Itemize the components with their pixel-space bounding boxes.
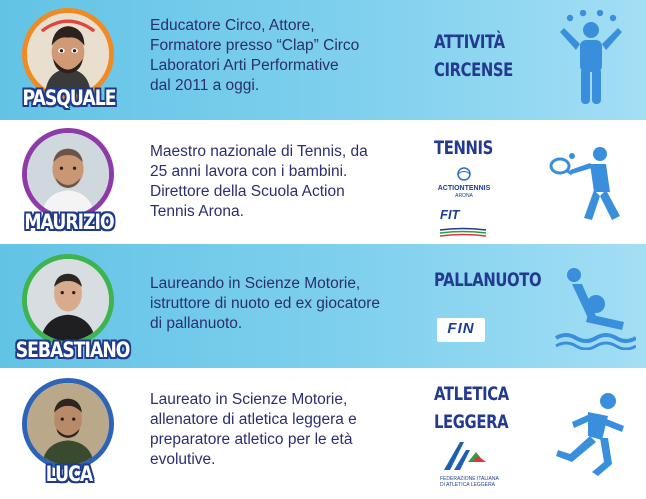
- description-line: dal 2011 a oggi.: [150, 77, 260, 94]
- fidal-text: FEDERAZIONE ITALIANA: [440, 476, 499, 482]
- portrait-sebastiano: [27, 259, 109, 341]
- coach-row-luca: [0, 368, 646, 499]
- avatar-sebastiano: [22, 254, 114, 346]
- portrait-pasquale: [27, 13, 109, 95]
- fit-stripes: [440, 227, 486, 237]
- fidal-emblem: [440, 438, 488, 472]
- actiontennis-sub: ARONA: [455, 193, 473, 199]
- runner-icon: [552, 392, 632, 476]
- description-line: Laureando in Scienze Motorie,: [150, 275, 361, 292]
- actiontennis-text: ACTIONTENNIS: [437, 185, 491, 192]
- coach-row-sebastiano: [0, 244, 646, 368]
- portrait-maurizio: [27, 133, 109, 215]
- coach-name: SEBASTIANO: [15, 338, 130, 362]
- water-polo-icon: [552, 266, 636, 350]
- fin-logo: [437, 318, 485, 342]
- coach-name: LUCA: [45, 462, 93, 486]
- description-line: istruttore di nuoto ed ex giocatore: [150, 295, 381, 312]
- juggler-icon: [556, 10, 626, 106]
- description-line: 25 anni lavora con i bambini.: [150, 163, 348, 180]
- coach-description: [150, 274, 412, 334]
- fidal-sub: DI ATLETICA LEGGERA: [440, 482, 495, 488]
- fit-logo: [440, 208, 488, 241]
- description-line: Formatore presso “Clap” Circo: [150, 37, 360, 54]
- coach-description: [150, 390, 412, 470]
- description-line: Laureato in Scienze Motorie,: [150, 391, 348, 408]
- sport-title: [434, 266, 541, 294]
- coach-name: PASQUALE: [22, 86, 116, 110]
- sport-title-line: CIRCENSE: [434, 59, 513, 81]
- coach-description: [150, 142, 412, 222]
- avatar-maurizio: [22, 128, 114, 220]
- coach-name: MAURIZIO: [24, 210, 114, 234]
- fit-text: FIT: [440, 207, 460, 222]
- sport-title-line: PALLANUOTO: [434, 269, 542, 291]
- sport-title: [434, 28, 513, 84]
- fin-text: FIN: [447, 320, 475, 337]
- tennis-player-icon: [548, 144, 634, 224]
- sport-title-line: ATTIVITÀ: [434, 31, 505, 53]
- coach-description: [150, 16, 412, 96]
- avatar-luca: [22, 378, 114, 470]
- description-line: evolutive.: [150, 451, 216, 468]
- description-line: di pallanuoto.: [150, 315, 243, 332]
- description-line: Educatore Circo, Attore,: [150, 17, 315, 34]
- sport-title-line: LEGGERA: [434, 411, 509, 433]
- portrait-luca: [27, 383, 109, 465]
- sport-title: [434, 134, 493, 162]
- description-line: preparatore atletico per le età: [150, 431, 353, 448]
- description-line: Maestro nazionale di Tennis, da: [150, 143, 368, 160]
- coach-row-maurizio: [0, 120, 646, 244]
- fidal-logo: [440, 438, 500, 488]
- sport-title-line: TENNIS: [434, 137, 493, 159]
- description-line: allenatore di atletica leggera e: [150, 411, 357, 428]
- description-line: Laboratori Arti Performative: [150, 57, 339, 74]
- description-line: Tennis Arona.: [150, 203, 244, 220]
- sport-title: [434, 380, 509, 436]
- description-line: Direttore della Scuola Action: [150, 183, 345, 200]
- tennis-ball-icon: [454, 167, 474, 181]
- sport-title-line: ATLETICA: [434, 383, 509, 405]
- actiontennis-logo: [432, 166, 496, 199]
- coach-row-pasquale: [0, 0, 646, 120]
